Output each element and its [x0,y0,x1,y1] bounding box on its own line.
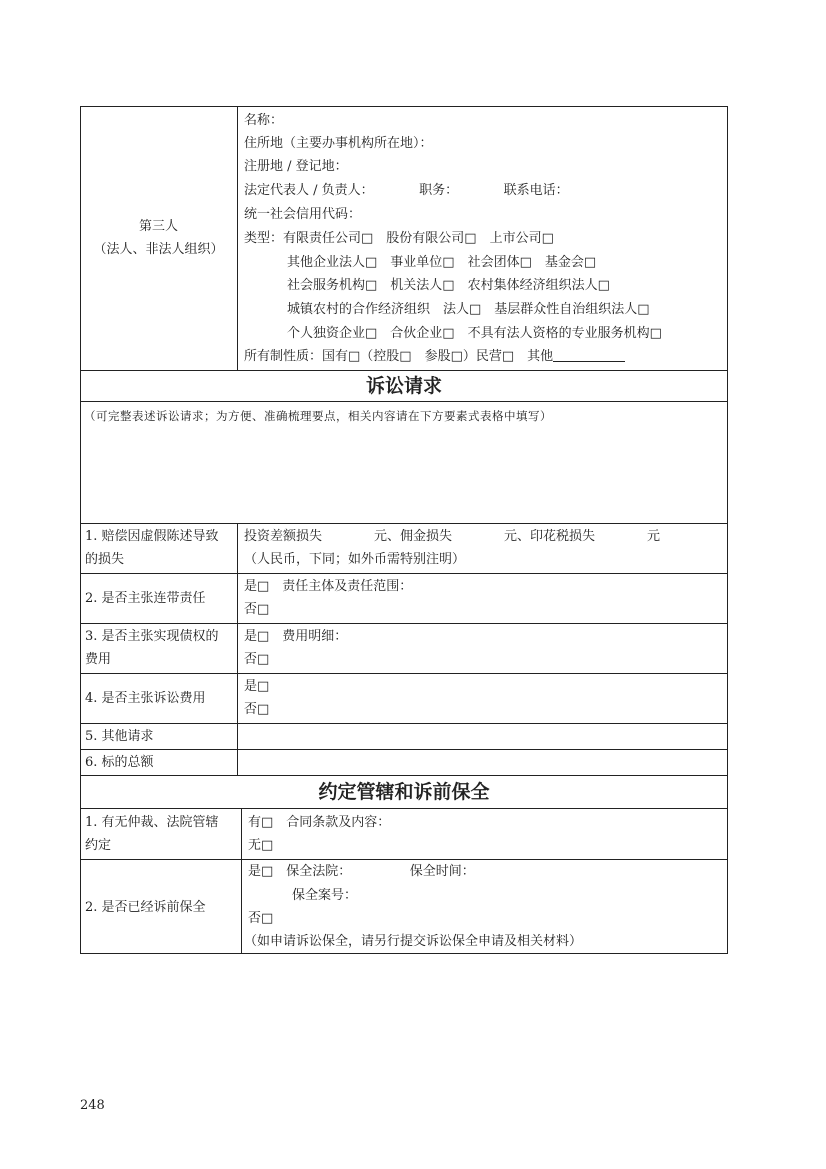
claim-row-3-label-cont: 费用 [85,652,112,667]
type-line-5: 个人独资企业□ 合伙企业□ 不具有法人资格的专业服务机构□ [287,326,662,341]
preservation-yes: 是□ 保全法院： 保全时间： [248,864,475,879]
claim-row-1-note: （人民币，下同；如外币需特别注明） [244,552,466,567]
type-line-3: 社会服务机构□ 机关法人□ 农村集体经济组织法人□ [287,278,610,293]
type-line-4: 城镇农村的合作经济组织 法人□ 基层群众性自治组织法人□ [287,302,650,317]
address-field: 住所地（主要办事机构所在地）： [244,136,433,151]
divider [80,859,728,860]
third-party-label-sub: （法人、非法人组织） [93,242,224,257]
registration-field: 注册地 / 登记地： [244,159,348,174]
claim-row-4-label: 4. 是否主张诉讼费用 [85,691,206,706]
divider [80,523,728,524]
divider [80,673,728,674]
jurisdiction-heading: 约定管辖和诉前保全 [318,781,490,803]
claim-row-3-yes: 是□ 费用明细： [244,629,348,644]
claim-row-5-label: 5. 其他请求 [85,729,154,744]
preservation-note: （如申请诉讼保全，请另行提交诉讼保全申请及相关材料） [244,934,583,949]
divider [80,775,728,776]
divider [80,749,728,750]
jurisdiction-row-1-label: 1. 有无仲裁、法院管辖 [85,815,219,830]
type-line-1: 类型：有限责任公司□ 股份有限公司□ 上市公司□ [244,231,554,246]
claims-note: （可完整表述诉讼请求；为方便、准确梳理要点，相关内容请在下方要素式表格中填写） [84,409,552,423]
claim-row-6-label: 6. 标的总额 [85,755,154,770]
claim-row-2-label: 2. 是否主张连带责任 [85,591,206,606]
preservation-no: 否□ [248,911,274,926]
jurisdiction-row-1-no: 无□ [248,838,274,853]
divider [80,808,728,809]
jurisdiction-row-1-label-cont: 约定 [85,838,112,853]
name-field: 名称： [244,113,284,128]
claim-row-1-label-cont: 的损失 [85,552,125,567]
preservation-case-number: 保全案号： [292,888,358,903]
divider [80,723,728,724]
claim-row-4-no: 否□ [244,702,270,717]
divider [80,623,728,624]
claim-row-3-no: 否□ [244,652,270,667]
divider [237,523,238,775]
divider [241,808,242,954]
claim-row-3-label: 3. 是否主张实现债权的 [85,629,219,644]
credit-code-field: 统一社会信用代码： [244,207,362,222]
divider [80,573,728,574]
representative-field: 法定代表人 / 负责人： 职务： 联系电话： [244,183,569,198]
jurisdiction-row-2-label: 2. 是否已经诉前保全 [85,900,206,915]
divider [237,106,238,370]
divider [80,370,728,371]
claim-row-2-yes: 是□ 责任主体及责任范围： [244,579,413,594]
third-party-label: 第三人 [138,219,178,234]
claim-row-1-label: 1. 赔偿因虚假陈述导致 [85,529,219,544]
type-line-2: 其他企业法人□ 事业单位□ 社会团体□ 基金会□ [287,255,597,270]
claim-row-2-no: 否□ [244,602,270,617]
claims-heading: 诉讼请求 [365,375,442,397]
divider [80,401,728,402]
jurisdiction-row-1-yes: 有□ 合同条款及内容： [248,815,391,830]
page-number: 248 [80,1098,105,1113]
claim-row-1-content: 投资差额损失 元、佣金损失 元、印花税损失 元 [244,529,661,544]
claim-row-4-yes: 是□ [244,679,270,694]
ownership-other-blank [553,349,625,362]
ownership-field: 所有制性质：国有□（控股□ 参股□）民营□ 其他 [244,349,625,365]
